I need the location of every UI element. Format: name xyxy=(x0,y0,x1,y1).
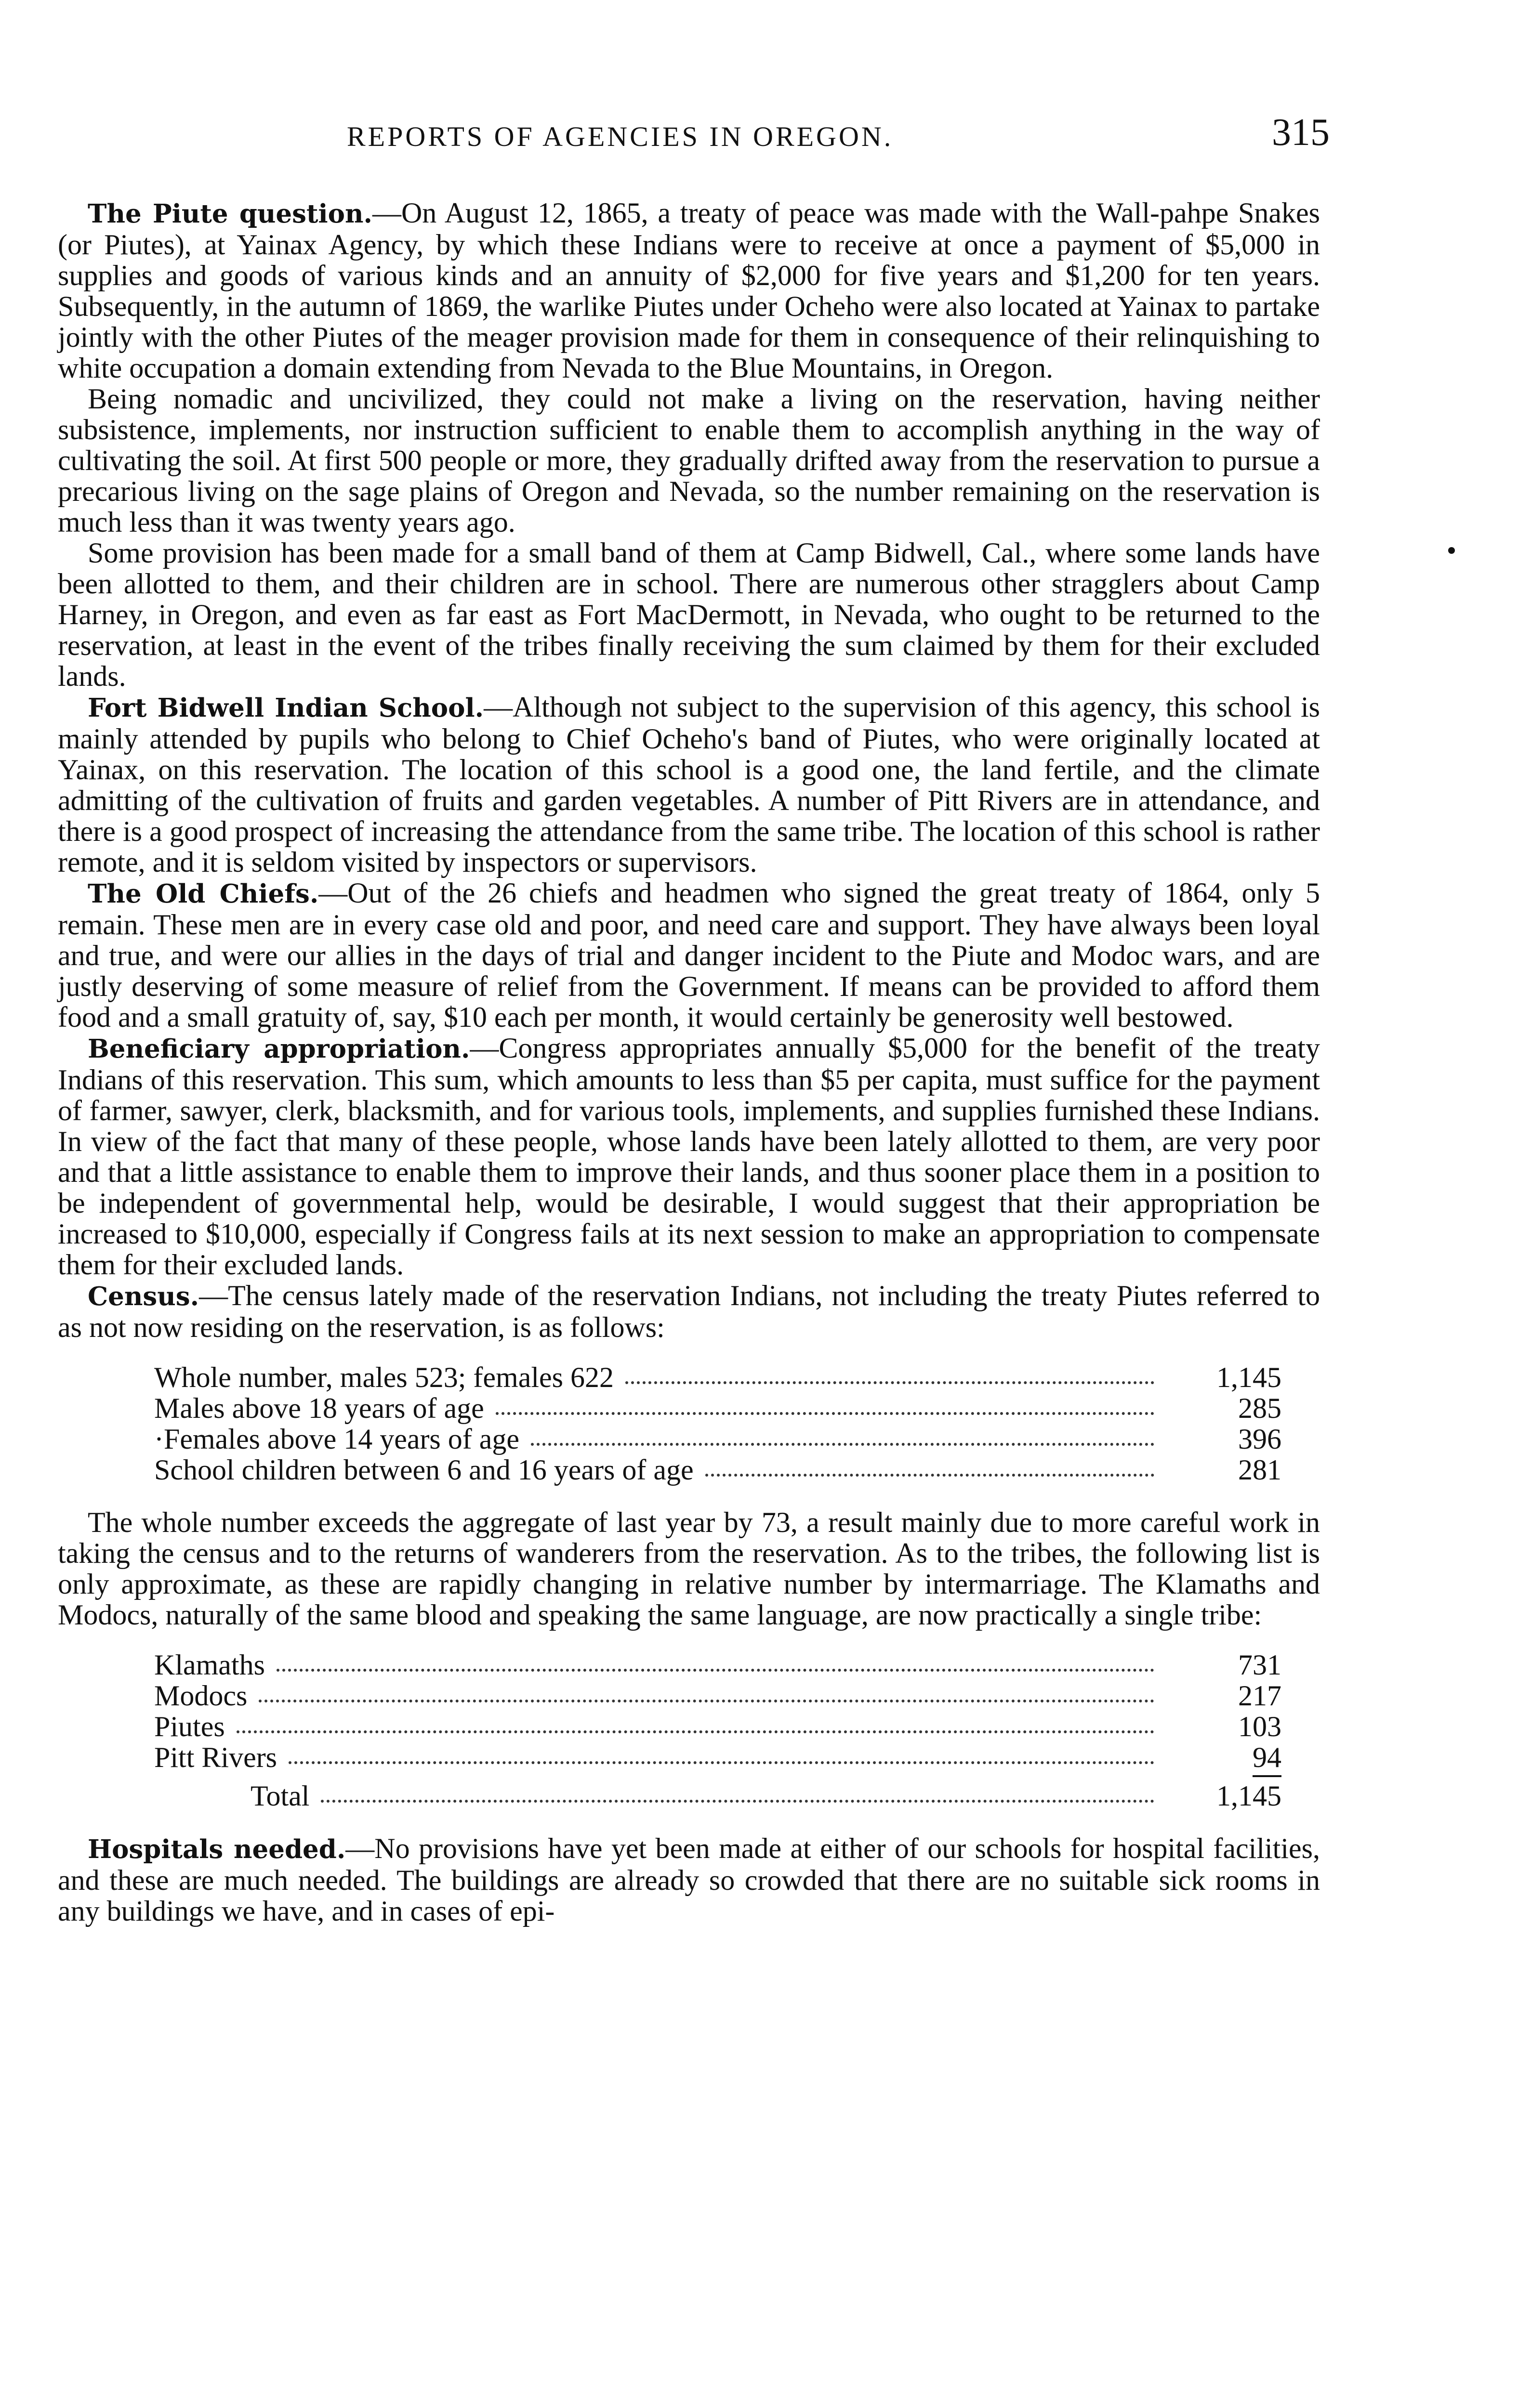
paragraph-text: —Out of the 26 chiefs and headmen who signed the great treaty of 1864, only 5 remain. These men are in every case old and poor, and need care and support. They have always been loyal and true, and were our allies in the days of trial and danger incident to the Piute and Modoc wars, and are justly deserving of some measure of relief from the Government. If means can be provided to afford them food and a small gratuity of, say, $10 each per month, it would certainly be generosity well bestowed. xyxy=(58,877,1320,1033)
running-title: REPORTS OF AGENCIES IN OREGON. xyxy=(347,121,894,152)
tribes-table xyxy=(154,1649,1281,1811)
dot-leader xyxy=(625,1374,1154,1384)
row-label: Males above 18 years of age xyxy=(154,1392,484,1424)
paragraph-text: —Congress appropriates annually $5,000 for the benefit of the treaty Indians of this reservation. This sum, which amounts to less than $5 per capita, must suffice for the payment of farmer, sawyer, clerk, blacksmith, and for various tools, implements, and supplies furnished these Indians. In view of the fact that many of these people, whose lands have been lately allotted to them, are very poor and that a little assistance to enable them to improve their lands, and thus sooner place them in a position to be independent of governmental help, would be desirable, I would suggest that their appropriation be increased to $10,000, especially if Congress fails at its next session to make an appropriation to compensate them for their excluded lands. xyxy=(58,1032,1320,1281)
section-heading: Beneficiary appropriation. xyxy=(88,1034,470,1064)
page-header xyxy=(58,111,1330,169)
row-label: School children between 6 and 16 years of age xyxy=(154,1454,694,1486)
paragraph-text: The whole number exceeds the aggregate of last year by 73, a result mainly due to more careful work in taking the census and to the returns of wanderers from the reservation. As to the tribes, the following list is only approximate, as these are rapidly changing in relative number by intermarriage. The Klamaths and Modocs, naturally of the same blood and speaking the same language, are now practically a single tribe: xyxy=(58,1506,1320,1631)
dot-leader xyxy=(531,1436,1154,1446)
section-heading: The Piute question. xyxy=(88,199,372,229)
table-row xyxy=(154,1742,1281,1773)
paragraph-piute-question xyxy=(58,197,1320,383)
paragraph-hospitals xyxy=(58,1833,1320,1926)
row-value: 731 xyxy=(1238,1649,1281,1681)
dot-leader xyxy=(289,1754,1154,1764)
paragraph-fort-bidwell-school xyxy=(58,692,1320,877)
paragraph-text: Being nomadic and uncivilized, they could not make a living on the reservation, having neither subsistence, implements, nor instruction sufficient to enable them to accomplish anything in the way of cultivating the soil. At first 500 people or more, they gradually drifted away from the reservation to pursue a precarious living on the sage plains of Oregon and Nevada, so the number remaining on the reservation is much less than it was twenty years ago. xyxy=(58,383,1320,538)
table-row xyxy=(154,1680,1281,1711)
sum-rule: 94 xyxy=(1253,1741,1281,1777)
paragraph-old-chiefs xyxy=(58,877,1320,1033)
dot-leader xyxy=(705,1467,1154,1477)
paragraph-camp-bidwell xyxy=(58,537,1320,692)
row-value xyxy=(1166,1742,1281,1773)
body-text xyxy=(58,197,1320,1926)
paragraph-nomadic xyxy=(58,383,1320,537)
row-value: 281 xyxy=(1238,1454,1281,1486)
total-label: Total xyxy=(251,1780,310,1812)
dot-leader xyxy=(237,1724,1154,1733)
table-row xyxy=(154,1393,1281,1424)
paragraph-text: —No provisions have yet been made at either of our schools for hospital facilities, and these are much needed. The buildings are already so crowded that there are no suitable sick rooms in any buildings we have, and in cases of epi- xyxy=(58,1832,1320,1927)
table-row xyxy=(154,1362,1281,1393)
row-label: Whole number, males 523; females 622 xyxy=(154,1361,614,1393)
paragraph-text: —Although not subject to the supervision of this agency, this school is mainly attended by pupils who belong to Chief Ocheho's band of Piutes, who were originally located at Yainax, on this reservation. The location of this school is a good one, the land fertile, and the climate admitting of the cultivation of fruits and garden vegetables. A number of Pitt Rivers are in attendance, and there is a good prospect of increasing the attendance from the same tribe. The location of this school is rather remote, and it is seldom visited by inspectors or supervisors. xyxy=(58,691,1320,878)
census-table xyxy=(154,1362,1281,1485)
paragraph-beneficiary-appropriation xyxy=(58,1033,1320,1280)
section-heading: Fort Bidwell Indian School. xyxy=(88,693,484,723)
row-label: Klamaths xyxy=(154,1649,265,1681)
dot-leader xyxy=(496,1405,1154,1415)
row-label: Piutes xyxy=(154,1711,225,1742)
table-row xyxy=(154,1424,1281,1454)
dot-leader xyxy=(277,1662,1154,1672)
row-label: Pitt Rivers xyxy=(154,1741,277,1773)
paragraph-text: —The census lately made of the reservation Indians, not including the treaty Piutes referred to as not now residing on the reservation, is as follows: xyxy=(58,1280,1320,1343)
row-label: Modocs xyxy=(154,1680,248,1712)
row-label: ·Females above 14 years of age xyxy=(154,1423,520,1455)
row-value: 103 xyxy=(1238,1711,1281,1742)
dot-leader xyxy=(259,1693,1154,1702)
table-row xyxy=(154,1454,1281,1485)
section-heading: The Old Chiefs. xyxy=(88,879,319,909)
row-value: 1,145 xyxy=(1216,1361,1281,1393)
total-row xyxy=(154,1780,1281,1811)
section-heading: Hospitals needed. xyxy=(88,1834,346,1864)
dot-leader xyxy=(321,1793,1154,1803)
total-value: 1,145 xyxy=(1216,1780,1281,1812)
row-value: 396 xyxy=(1238,1423,1281,1455)
section-heading: Census. xyxy=(88,1282,199,1311)
row-value: 285 xyxy=(1238,1392,1281,1424)
margin-dot xyxy=(1448,547,1455,554)
row-value: 217 xyxy=(1238,1680,1281,1712)
table-row xyxy=(154,1711,1281,1742)
paragraph-text: —On August 12, 1865, a treaty of peace was made with the Wall-pahpe Snakes (or Piutes), at Yainax Agency, by which these Indians were to receive at once a payment of $5,000 in supplies and goods of various kinds and an annuity of $2,000 for five years and $1,200 for ten years. Subsequently, in the autumn of 1869, the warlike Piutes under Ocheho were also located at Yainax to partake jointly with the other Piutes of the meager provision made for them in consequence of their relinquishing to white occupation a domain extending from Nevada to the Blue Mountains, in Oregon. xyxy=(58,197,1320,384)
table-row xyxy=(154,1649,1281,1680)
paragraph-text: Some provision has been made for a small band of them at Camp Bidwell, Cal., where some lands have been allotted to them, and their children are in school. There are numerous other stragglers about Camp Harney, in Oregon, and even as far east as Fort MacDermott, in Nevada, who ought to be returned to the reservation, at least in the event of the tribes finally receiving the sum claimed by them for their excluded lands. xyxy=(58,537,1320,692)
paragraph-whole-number xyxy=(58,1507,1320,1630)
page-number: 315 xyxy=(1272,111,1330,154)
paragraph-census xyxy=(58,1280,1320,1343)
